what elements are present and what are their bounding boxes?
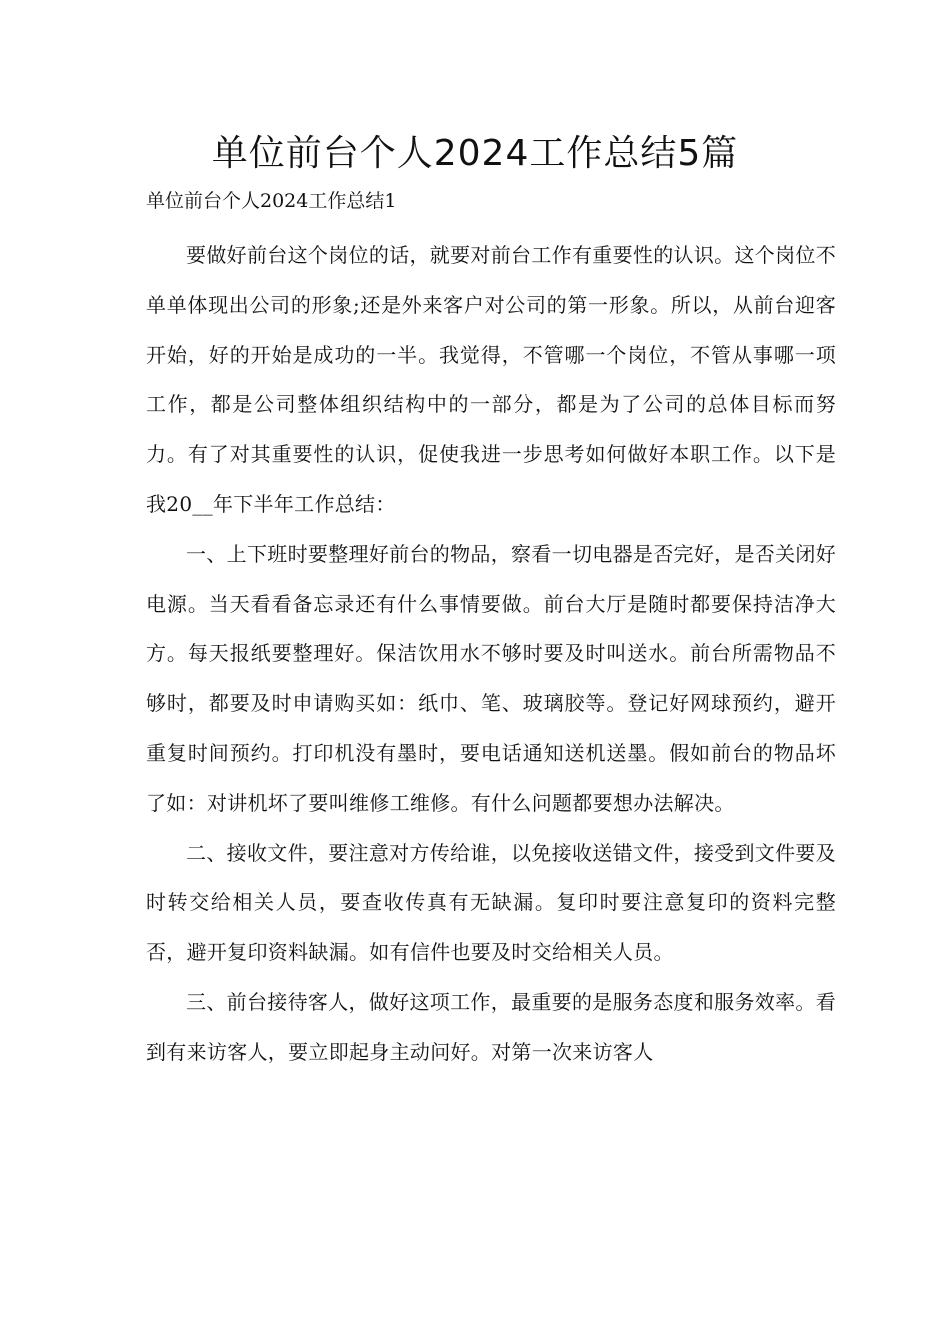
document-title: 单位前台个人2024工作总结5篇 — [211, 133, 739, 174]
paragraph-item-3: 三、前台接待客人，做好这项工作，最重要的是服务态度和服务效率。看到有来访客人，要立即起身主动问好。对第一次来访客人 — [146, 989, 836, 1064]
document-body — [146, 231, 836, 1078]
paragraph-intro: 要做好前台这个岗位的话，就要对前台工作有重要性的认识。这个岗位不单单体现出公司的形象;还是外来客户对公司的第一形象。所以，从前台迎客开始，好的开始是成功的一半。我觉得，不管哪一个岗位，不管从事哪一项工作，都是公司整体组织结构中的一部分，都是为了公司的总体目标而努力。有了对其重要性的认识，促使我进一步思考如何做好本职工作。以下是我20__年下半年工作总结： — [146, 243, 836, 516]
paragraph-item-2: 二、接收文件，要注意对方传给谁，以免接收送错文件，接受到文件要及时转交给相关人员，要查收传真有无缺漏。复印时要注意复印的资料完整否，避开复印资料缺漏。如有信件也要及时交给相关人员。 — [146, 840, 836, 965]
section-heading: 单位前台个人2024工作总结1 — [146, 190, 397, 212]
paragraph-item-1: 一、上下班时要整理好前台的物品，察看一切电器是否完好，是否关闭好电源。当天看看备忘录还有什么事情要做。前台大厅是随时都要保持洁净大方。每天报纸要整理好。保洁饮用水不够时要及时叫送水。前台所需物品不够时，都要及时申请购买如：纸巾、笔、玻璃胶等。登记好网球预约，避开重复时间预约。打印机没有墨时，要电话通知送机送墨。假如前台的物品坏了如：对讲机坏了要叫维修工维修。有什么问题都要想办法解决。 — [146, 541, 836, 815]
